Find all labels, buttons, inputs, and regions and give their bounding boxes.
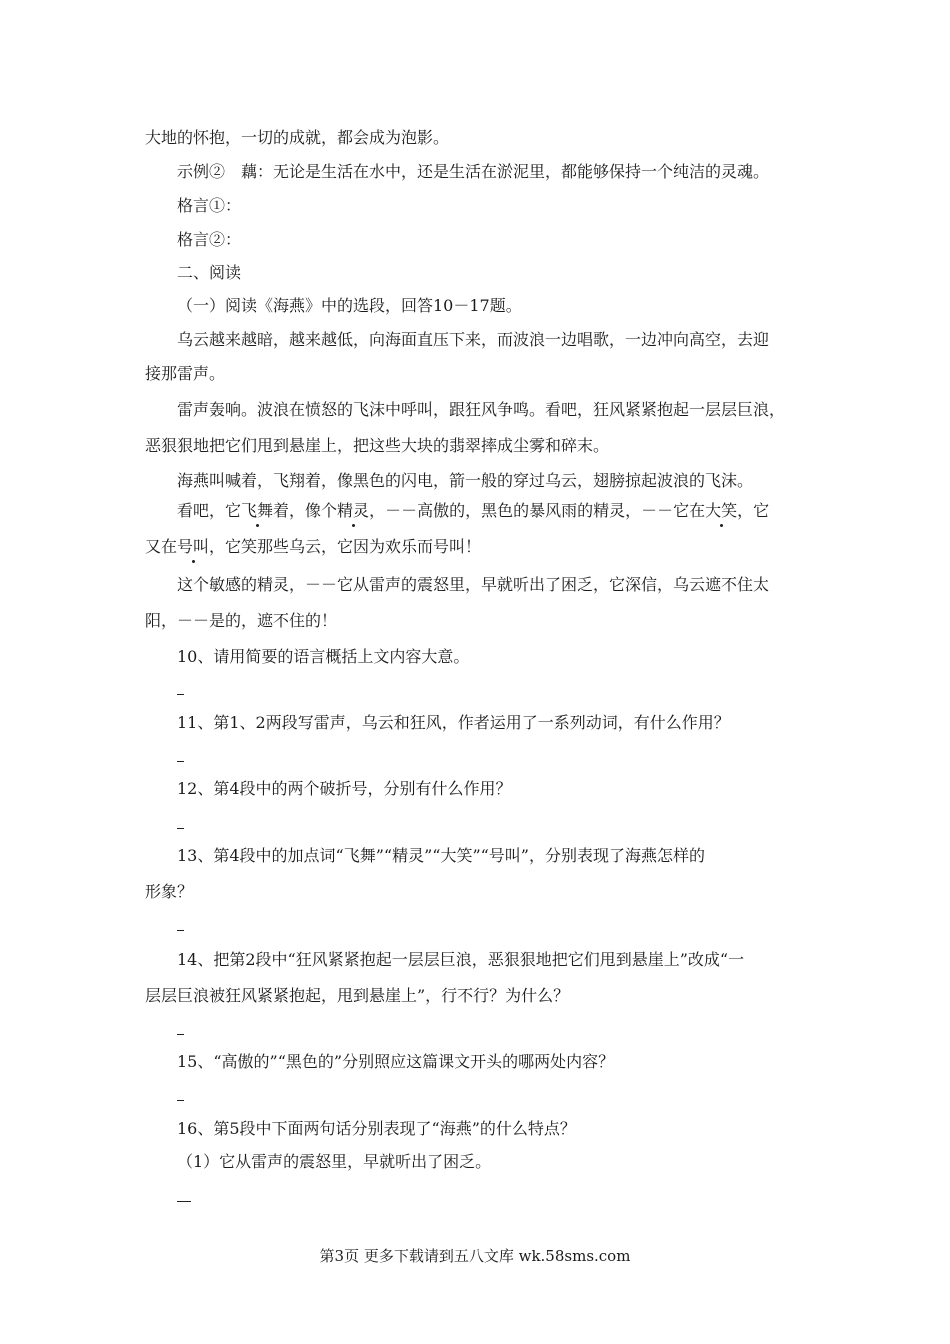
answer-blank[interactable] bbox=[177, 1034, 184, 1035]
example-2-line: 示例② 藕：无论是生活在水中，还是生活在淤泥里，都能够保持一个纯洁的灵魂。 bbox=[177, 162, 770, 181]
emphasized-word: 精灵 bbox=[337, 501, 370, 520]
question-10: 10、请用简要的语言概括上文内容大意。 bbox=[177, 647, 470, 666]
passage-para5-line1: 这个敏感的精灵，－－它从雷声的震怒里，早就听出了困乏，它深信，乌云遮不住太 bbox=[177, 575, 770, 594]
para4-text: ，它 bbox=[737, 501, 770, 520]
passage-para4-line1 bbox=[177, 501, 769, 521]
passage-para2-line1: 雷声轰响。波浪在愤怒的飞沫中呼叫，跟狂风争鸣。看吧，狂风紧紧抱起一层层巨浪， bbox=[177, 400, 786, 419]
text-line: 大地的怀抱，一切的成就，都会成为泡影。 bbox=[145, 128, 450, 147]
passage-para5-line2: 阳，－－是的，遮不住的！ bbox=[145, 611, 338, 630]
section-heading: 二、阅读 bbox=[177, 263, 242, 282]
question-16-item-1: （1）它从雷声的震怒里，早就听出了困乏。 bbox=[177, 1152, 492, 1171]
passage-para2-line2: 恶狠狠地把它们甩到悬崖上，把这些大块的翡翠摔成尘雾和碎末。 bbox=[145, 436, 610, 455]
answer-blank[interactable] bbox=[177, 761, 184, 762]
question-14-line1: 14、把第2段中“狂风紧紧抱起一层层巨浪，恶狠狠地把它们甩到悬崖上”改成“一 bbox=[177, 950, 745, 969]
question-11: 11、第1、2两段写雷声，乌云和狂风，作者运用了一系列动词，有什么作用？ bbox=[177, 713, 730, 732]
answer-blank[interactable] bbox=[177, 694, 184, 695]
para4-text: ，它笑那些乌云，它因为欢乐而号叫！ bbox=[209, 537, 482, 556]
passage-para3: 海燕叫喊着，飞翔着，像黑色的闪电，箭一般的穿过乌云，翅膀掠起波浪的飞沫。 bbox=[177, 471, 754, 490]
answer-blank[interactable] bbox=[177, 828, 184, 829]
motto-2-line: 格言②： bbox=[177, 230, 242, 249]
passage-para1-line2: 接那雷声。 bbox=[145, 364, 226, 383]
question-16: 16、第5段中下面两句话分别表现了“海燕”的什么特点？ bbox=[177, 1119, 576, 1138]
question-13-line1: 13、第4段中的加点词“飞舞”“精灵”“大笑”“号叫”，分别表现了海燕怎样的 bbox=[177, 846, 705, 865]
page-footer: 第3页 更多下载请到五八文库 wk.58sms.com bbox=[319, 1247, 631, 1265]
question-12: 12、第4段中的两个破折号，分别有什么作用？ bbox=[177, 779, 512, 798]
answer-blank[interactable] bbox=[177, 1201, 191, 1202]
emphasized-word: 大笑 bbox=[705, 501, 738, 520]
question-13-line2: 形象？ bbox=[145, 882, 194, 901]
answer-blank[interactable] bbox=[177, 1100, 184, 1101]
reading-instruction: （一）阅读《海燕》中的选段，回答10－17题。 bbox=[177, 296, 522, 315]
emphasized-word: 号叫 bbox=[177, 537, 210, 556]
emphasized-word: 飞舞 bbox=[241, 501, 274, 520]
passage-para1-line1: 乌云越来越暗，越来越低，向海面直压下来，而波浪一边唱歌，一边冲向高空，去迎 bbox=[177, 330, 770, 349]
answer-blank[interactable] bbox=[177, 930, 184, 931]
para4-text: 又在 bbox=[145, 537, 178, 556]
para4-text: ，－－高傲的，黑色的暴风雨的精灵，－－它在 bbox=[369, 501, 706, 520]
para4-text: 看吧，它 bbox=[177, 501, 242, 520]
para4-text: 着，像个 bbox=[273, 501, 338, 520]
motto-1-line: 格言①： bbox=[177, 196, 242, 215]
passage-para4-line2 bbox=[145, 537, 481, 557]
question-14-line2: 层层巨浪被狂风紧紧抱起，甩到悬崖上”，行不行？为什么？ bbox=[145, 986, 570, 1005]
question-15: 15、“高傲的”“黑色的”分别照应这篇课文开头的哪两处内容？ bbox=[177, 1052, 615, 1071]
